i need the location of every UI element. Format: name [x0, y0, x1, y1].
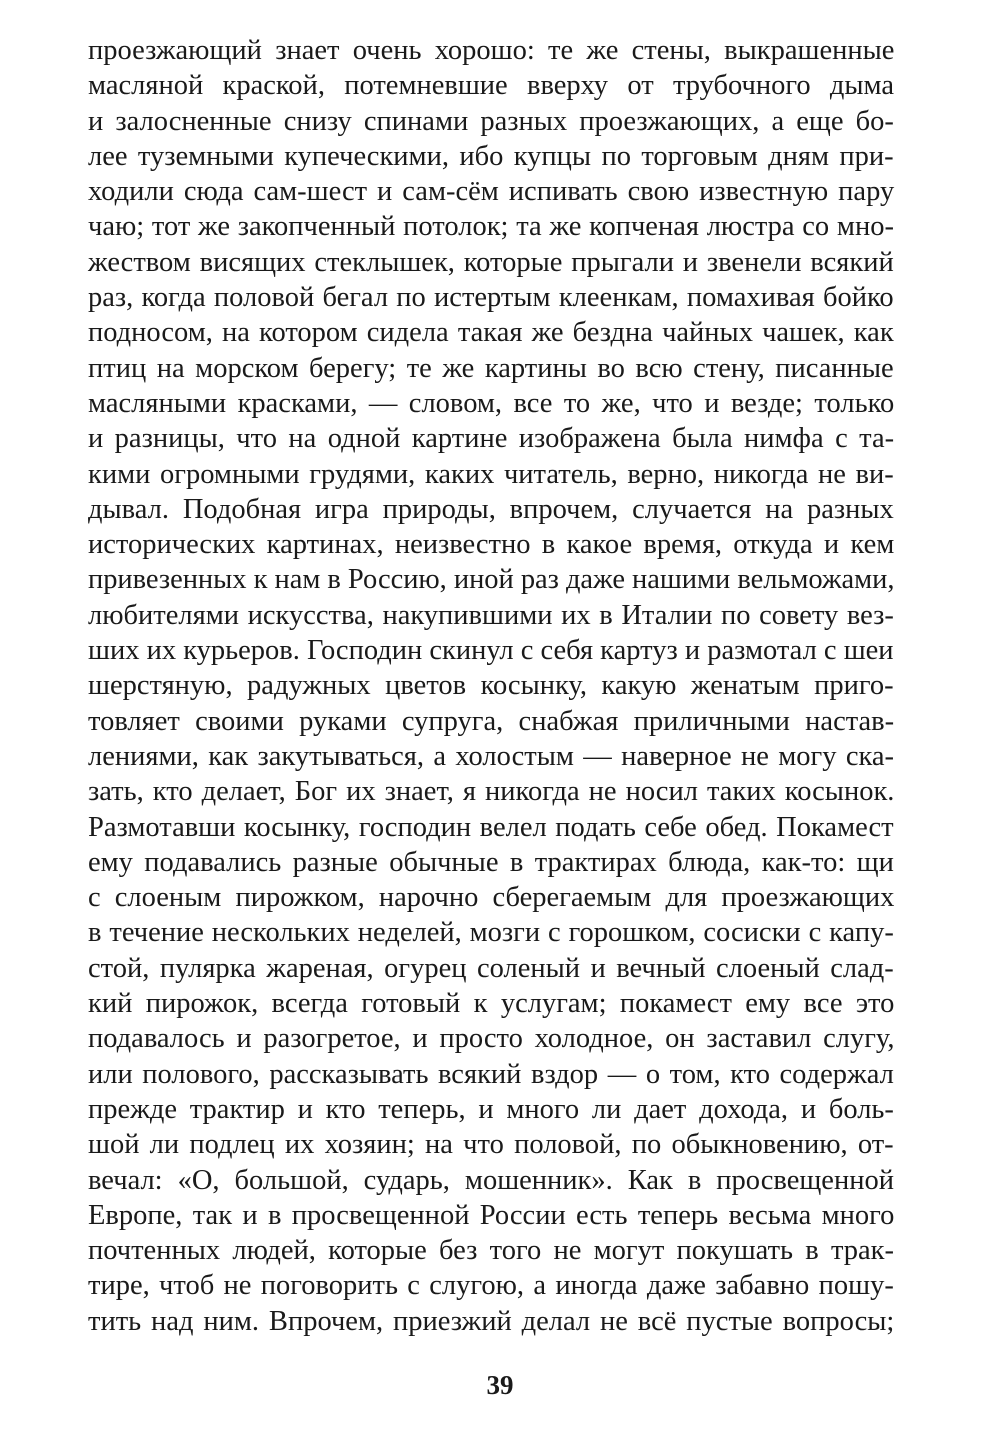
text-line: дывал. Подобная игра природы, впрочем, случается на разных	[88, 493, 894, 525]
text-line: любителями искусства, накупившими их в Италии по совету вез-	[88, 599, 894, 631]
text-line: ших их курьеров. Господин скинул с себя картуз и размотал с шеи	[88, 635, 894, 667]
text-line: зать, кто делает, Бог их знает, я никогда не носил таких косынок.	[88, 776, 895, 808]
text-line: исторических картинах, неизвестно в какое время, откуда и кем	[88, 529, 895, 561]
text-line: птиц на морском берегу; те же картины во всю стену, писанные	[88, 352, 894, 384]
text-line: вечал: «О, большой, сударь, мошенник». Как в просвещенной	[88, 1164, 894, 1196]
text-line: и залосненные снизу спинами разных проезжающих, а еще бо-	[88, 105, 894, 137]
text-line: лениями, как закутываться, а холостым — наверное не могу ска-	[88, 740, 895, 772]
text-line: жеством висящих стеклышек, которые прыгали и звенели всякий	[88, 246, 894, 278]
text-line: товляет своими руками супруга, снабжая приличными настав-	[88, 705, 895, 737]
text-line: масляной краской, потемневшие вверху от трубочного дыма	[88, 70, 895, 102]
text-line: стой, пулярка жареная, огурец соленый и вечный слоеный слад-	[88, 952, 894, 984]
text-line: масляными красками, — словом, все то же, что и везде; только	[88, 387, 895, 419]
text-line: проезжающий знает очень хорошо: те же стены, выкрашенные	[88, 35, 895, 66]
body-text	[88, 33, 894, 1339]
text-line: и разницы, что на одной картине изображена была нимфа с та-	[88, 423, 895, 455]
text-line: тить над ним. Впрочем, приезжий делал не всё пустые вопросы;	[88, 1305, 895, 1337]
text-line: чаю; тот же закопченный потолок; та же копченая люстра со мно-	[88, 211, 894, 243]
text-line: Размотавши косынку, господин велел подать себе обед. Покамест	[88, 811, 894, 843]
text-line: прежде трактир и кто теперь, и много ли дает дохода, и боль-	[88, 1093, 894, 1125]
text-line: ему подавались разные обычные в трактирах блюда, как-то: щи	[88, 846, 894, 878]
text-line: ходили сюда сам-шест и сам-сём испивать свою известную пару	[88, 176, 895, 208]
page-number: 39	[486, 1370, 514, 1400]
text-line: привезенных к нам в Россию, иной раз даже нашими вельможами,	[88, 564, 895, 596]
text-line: подавалось и разогретое, и просто холодное, он заставил слугу,	[88, 1023, 895, 1055]
text-line: шой ли подлец их хозяин; на что половой, по обыкновению, от-	[88, 1129, 894, 1161]
text-line: шерстяную, радужных цветов косынку, какую женатым приго-	[88, 670, 894, 702]
text-line: подносом, на котором сидела такая же бездна чайных чашек, как	[88, 317, 894, 349]
text-line: лее туземными купеческими, ибо купцы по торговым дням при-	[88, 140, 894, 172]
text-line: кий пирожок, всегда готовый к услугам; покамест ему все это	[88, 988, 895, 1020]
text-line: почтенных людей, которые без того не могут покушать в трак-	[88, 1235, 894, 1267]
text-line: в течение нескольких неделей, мозги с горошком, сосиски с капу-	[88, 917, 894, 949]
text-line: раз, когда половой бегал по истертым клеенкам, помахивая бойко	[88, 282, 894, 314]
text-line: с слоеным пирожком, нарочно сберегаемым для проезжающих	[88, 882, 895, 914]
text-line: тире, чтоб не поговорить с слугою, а иногда даже забавно пошу-	[88, 1270, 894, 1302]
text-line: кими огромными грудями, каких читатель, верно, никогда не ви-	[88, 458, 894, 490]
text-line: Европе, так и в просвещенной России есть теперь весьма много	[88, 1199, 895, 1231]
text-line: или полового, рассказывать всякий вздор — о том, кто содержал	[88, 1058, 894, 1090]
